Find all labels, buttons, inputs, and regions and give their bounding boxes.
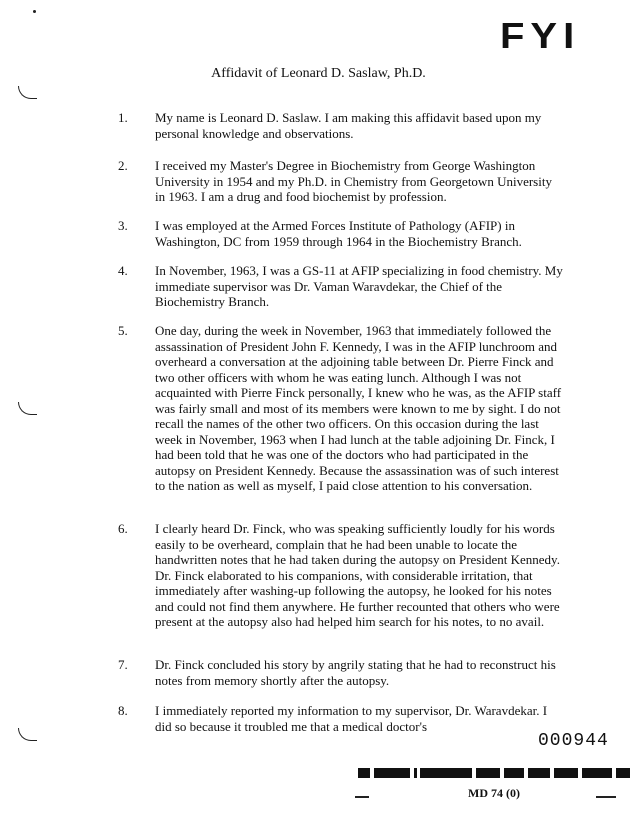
footer-dash bbox=[596, 796, 616, 798]
paragraph-number: 6. bbox=[118, 521, 128, 536]
document-control-number: 000944 bbox=[538, 731, 609, 751]
fyi-stamp: FYI bbox=[500, 16, 581, 56]
binder-hole-mark bbox=[18, 402, 37, 415]
paragraph-text: My name is Leonard D. Saslaw. I am making this affidavit based upon my personal knowledge and observations. bbox=[155, 110, 542, 141]
paragraph-text: I immediately reported my information to my supervisor, Dr. Waravdekar. I did so because it troubled me that a medical doctor's bbox=[155, 703, 548, 734]
paragraph-text: I received my Master's Degree in Biochemistry from George Washington University in 1954 and my Ph.D. in Chemistry from Georgetown University in 1963. I am a drug and food biochemist by profession. bbox=[155, 158, 552, 204]
md-reference: MD 74 (0) bbox=[468, 786, 520, 800]
paragraph-number: 4. bbox=[118, 263, 128, 278]
paragraph-text: One day, during the week in November, 1963 that immediately followed the assassination of President John F. Kennedy, I was in the AFIP lunchroom and overheard a conversation at the adjoining table between Dr. Pierre Finck and two other officers with whom he was eating lunch. Although I was not acquainted with Pierre Finck personally, I knew who he was, as the AFIP staff was fairly small and most of its members were known to me by sight. I do not recall the names of the other two officers. On this occasion during the last week in November, 1963 when I had lunch at the table adjoining Dr. Finck, I had been told that he was one of the doctors who had participated in the autopsy on President Kennedy. Because the assassination was of such interest to the nation as well as myself, I paid close attention to his conversation. bbox=[155, 323, 562, 493]
scan-mark bbox=[33, 10, 36, 13]
document-title: Affidavit of Leonard D. Saslaw, Ph.D. bbox=[211, 66, 426, 81]
redaction-bar bbox=[358, 767, 630, 779]
paragraph-number: 2. bbox=[118, 158, 128, 173]
paragraph-number: 1. bbox=[118, 110, 128, 125]
footer-dash bbox=[355, 796, 369, 798]
binder-hole-mark bbox=[18, 728, 37, 741]
paragraph-text: In November, 1963, I was a GS-11 at AFIP specializing in food chemistry. My immediate supervisor was Dr. Vaman Waravdekar, the Chief of the Biochemistry Branch. bbox=[155, 263, 563, 309]
paragraph-number: 5. bbox=[118, 323, 128, 338]
paragraph-number: 8. bbox=[118, 703, 128, 718]
paragraph-text: Dr. Finck concluded his story by angrily stating that he had to reconstruct his notes from memory shortly after the autopsy. bbox=[155, 657, 556, 688]
paragraph-number: 3. bbox=[118, 218, 128, 233]
paragraph-text: I was employed at the Armed Forces Institute of Pathology (AFIP) in Washington, DC from 1959 through 1964 in the Biochemistry Branch. bbox=[155, 218, 522, 249]
paragraph-number: 7. bbox=[118, 657, 128, 672]
binder-hole-mark bbox=[18, 86, 37, 99]
paragraph-text: I clearly heard Dr. Finck, who was speaking sufficiently loudly for his words easily to be overheard, complain that he had been unable to locate the handwritten notes that he had taken during the autopsy on President Kennedy. Dr. Finck elaborated to his companions, with considerable irritation, that immediately after washing-up following the autopsy, he looked for his notes and could not find them anywhere. He further recounted that others who were present at the autopsy also had helped him search for his notes, to no avail. bbox=[155, 521, 560, 629]
